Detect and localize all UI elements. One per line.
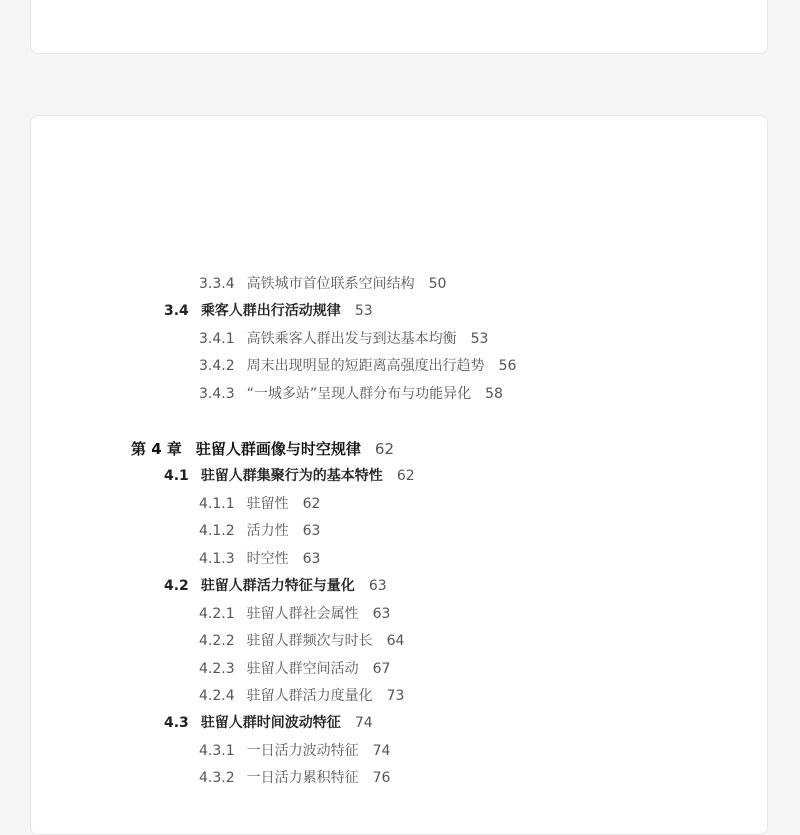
toc-entry-title: 驻留人群空间活动 bbox=[246, 661, 359, 677]
toc-entry[interactable] bbox=[199, 660, 390, 678]
toc-entry-page: 74 bbox=[372, 743, 391, 759]
toc-entry[interactable] bbox=[164, 577, 387, 595]
toc-entry[interactable] bbox=[164, 714, 373, 732]
toc-entry-number: 3.4.3 bbox=[199, 386, 235, 402]
toc-entry-title: 周末出现明显的短距离高强度出行趋势 bbox=[246, 358, 485, 374]
toc-entry-number: 3.4.1 bbox=[199, 331, 235, 347]
toc-entry-title: 时空性 bbox=[246, 551, 289, 567]
toc-entry[interactable] bbox=[199, 632, 404, 650]
toc-entry[interactable] bbox=[199, 687, 404, 705]
toc-entry-title: 驻留性 bbox=[246, 496, 289, 512]
toc-entry-page: 50 bbox=[428, 276, 447, 292]
toc-entry-page: 62 bbox=[396, 468, 415, 484]
previous-page-card bbox=[30, 0, 768, 54]
toc-entry-number: 3.3.4 bbox=[199, 276, 235, 292]
toc-entry-page: 63 bbox=[302, 551, 321, 567]
toc-entry-title: 驻留人群时间波动特征 bbox=[200, 715, 341, 731]
toc-entry-page: 73 bbox=[386, 688, 405, 704]
toc-entry[interactable] bbox=[199, 769, 390, 787]
toc-entry-page: 63 bbox=[368, 578, 387, 594]
toc-entry-page: 64 bbox=[386, 633, 405, 649]
toc-entry-number: 4.3.2 bbox=[199, 770, 235, 786]
toc-entry-page: 58 bbox=[485, 386, 503, 402]
toc-entry-number: 3.4.2 bbox=[199, 358, 235, 374]
toc-entry-page: 67 bbox=[372, 661, 391, 677]
toc-entry-title: 驻留人群集聚行为的基本特性 bbox=[200, 468, 383, 484]
toc-chapter-entry[interactable] bbox=[131, 440, 394, 458]
toc-entry-title: 驻留人群活力度量化 bbox=[246, 688, 373, 704]
toc-entry[interactable] bbox=[199, 742, 390, 760]
toc-entry-title: 一日活力波动特征 bbox=[246, 743, 359, 759]
toc-entry-number: 4.1.3 bbox=[199, 551, 235, 567]
toc-entry-number: 4.2.1 bbox=[199, 606, 235, 622]
toc-entry-number: 4.2.4 bbox=[199, 688, 235, 704]
toc-entry[interactable] bbox=[199, 550, 320, 568]
toc-entry-number: 3.4 bbox=[164, 303, 189, 319]
toc-entry-number: 4.2 bbox=[164, 578, 189, 594]
toc-entry-title: 驻留人群活力特征与量化 bbox=[200, 578, 355, 594]
toc-entry-title: 乘客人群出行活动规律 bbox=[200, 303, 341, 319]
toc-entry-page: 63 bbox=[372, 606, 391, 622]
toc-entry[interactable] bbox=[199, 357, 516, 375]
toc-entry-title: 驻留人群频次与时长 bbox=[246, 633, 373, 649]
toc-entry-number: 4.3 bbox=[164, 715, 189, 731]
toc-entry[interactable] bbox=[199, 385, 503, 403]
toc-entry[interactable] bbox=[199, 330, 488, 348]
toc-entry-page: 74 bbox=[354, 715, 373, 731]
toc-entry[interactable] bbox=[199, 275, 446, 293]
toc-entry-title: 驻留人群社会属性 bbox=[246, 606, 359, 622]
toc-entry-number: 4.1 bbox=[164, 468, 189, 484]
toc-entry-page: 53 bbox=[470, 331, 489, 347]
toc-entry-title: 一日活力累积特征 bbox=[246, 770, 359, 786]
toc-entry-number: 4.2.3 bbox=[199, 661, 235, 677]
toc-entry[interactable] bbox=[199, 522, 320, 540]
toc-entry-page: 76 bbox=[372, 770, 391, 786]
toc-entry-page: 62 bbox=[302, 496, 321, 512]
toc-entry-page: 56 bbox=[498, 358, 517, 374]
toc-chapter-number: 第 4 章 bbox=[131, 440, 182, 458]
toc-entry-number: 4.2.2 bbox=[199, 633, 235, 649]
toc-entry[interactable] bbox=[199, 495, 320, 513]
toc-entry[interactable] bbox=[199, 605, 390, 623]
toc-entry-number: 4.3.1 bbox=[199, 743, 235, 759]
toc-entry-page: 63 bbox=[302, 523, 321, 539]
toc-entry-title: 高铁城市首位联系空间结构 bbox=[246, 276, 415, 292]
toc-entry-number: 4.1.1 bbox=[199, 496, 235, 512]
toc-entry-title: “一城多站”呈现人群分布与功能异化 bbox=[246, 386, 472, 402]
toc-entry-title: 高铁乘客人群出发与到达基本均衡 bbox=[246, 331, 457, 347]
toc-entry-page: 53 bbox=[354, 303, 373, 319]
toc-entry[interactable] bbox=[164, 467, 415, 485]
toc-entry[interactable] bbox=[164, 302, 373, 320]
toc-entry-number: 4.1.2 bbox=[199, 523, 235, 539]
toc-chapter-title: 驻留人群画像与时空规律 bbox=[195, 440, 361, 458]
toc-entry-title: 活力性 bbox=[246, 523, 289, 539]
toc-entry-page: 62 bbox=[374, 440, 394, 458]
